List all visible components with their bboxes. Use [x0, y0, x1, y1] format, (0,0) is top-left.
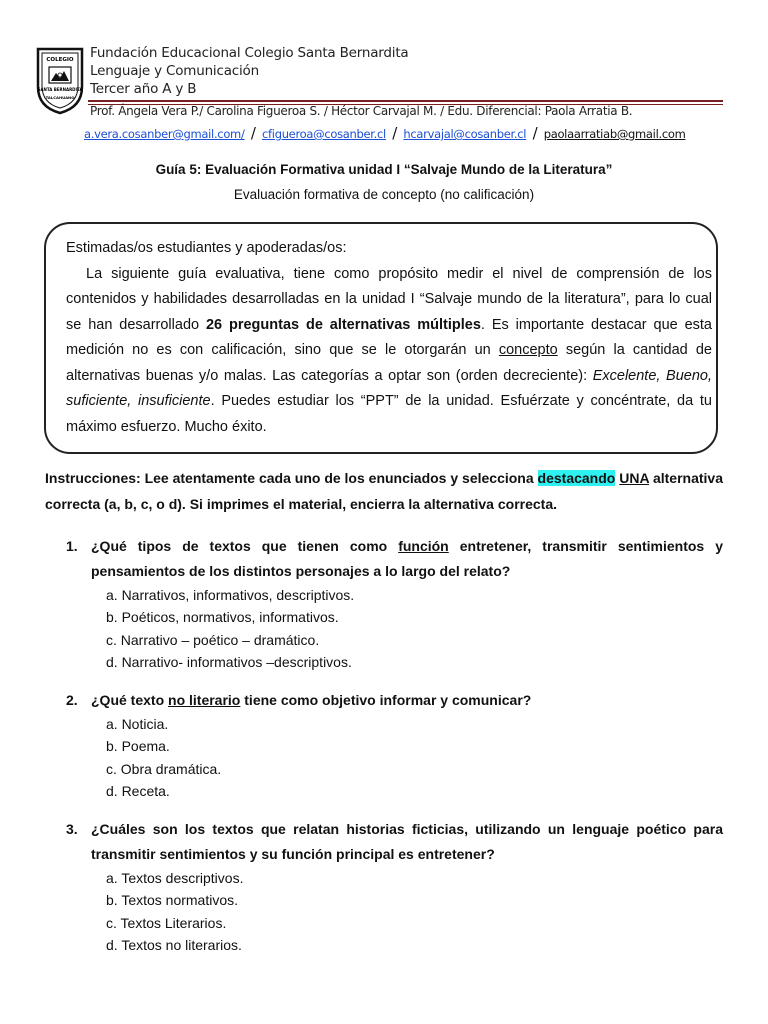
question-number: 3.: [66, 821, 78, 837]
question-3: [67, 817, 723, 867]
option-b[interactable]: b. Poema.: [106, 738, 170, 755]
question-text-post: tiene como objetivo informar y comunicar?: [240, 692, 532, 708]
question-text-underline: función: [398, 538, 449, 554]
instructions-text-c: alternativa correcta (a, b, c, o d). Si imprimes el material, encierra la alternativa correcta.: [45, 470, 723, 512]
instructions-text-a: Instrucciones: Lee atentamente cada uno de los enunciados y selecciona: [45, 470, 538, 486]
header-divider: [88, 100, 723, 102]
email-link-carvajal[interactable]: hcarvajal@cosanber.cl: [403, 127, 527, 141]
logo-text-bottom: TALCAHUANO: [45, 95, 75, 100]
intro-text-3: según la cantidad de alternativas buenas y/o malas. Las categorías a optar son (orden decreciente):: [66, 342, 712, 384]
option-c[interactable]: c. Textos Literarios.: [106, 914, 227, 931]
intro-italic-categories: Excelente, Bueno, suficiente, insuficiente: [66, 367, 712, 409]
question-number: 1.: [66, 538, 78, 554]
option-c[interactable]: c. Narrativo – poético – dramático.: [106, 631, 320, 648]
subject-name: Lenguaje y Comunicación: [90, 63, 259, 79]
intro-underline-concepto: concepto: [498, 342, 558, 358]
school-name: Fundación Educacional Colegio Santa Bernardita: [90, 45, 409, 61]
option-b[interactable]: b. Textos normativos.: [106, 892, 239, 909]
email-link-vera[interactable]: a.vera.cosanber@gmail.com/: [84, 127, 245, 141]
question-number: 2.: [66, 692, 78, 708]
email-separator: /: [250, 124, 256, 142]
option-b[interactable]: b. Poéticos, normativos, informativos.: [106, 609, 339, 626]
school-crest-logo: [35, 45, 85, 115]
question-2-options: [106, 713, 221, 802]
question-text: [91, 534, 723, 584]
question-text-pre: ¿Qué texto: [91, 692, 169, 708]
option-a[interactable]: a. Noticia.: [106, 716, 169, 732]
instructions: [45, 465, 723, 517]
question-text-underline: no literario: [168, 692, 241, 708]
intro-text-1: La siguiente guía evaluativa, tiene como propósito medir el nivel de comprensión de los contenidos y habilidades desarrolladas en la unidad I “Salvaje mundo de la literatura”, para lo cual se han desarrollado: [66, 265, 712, 333]
option-d[interactable]: d. Narrativo- informativos –descriptivos.: [106, 653, 352, 670]
question-text: [91, 817, 723, 867]
intro-text-2: . Es importante destacar que esta medición no es con calificación, sino que se le otorgarán un: [66, 316, 712, 358]
question-text-pre: ¿Cuáles son los textos que relatan historias ficticias, utilizando un lenguaje poético para transmitir sentimientos y su función principal es entretener?: [91, 821, 723, 862]
logo-text-top: COLEGIO: [46, 57, 74, 63]
option-d[interactable]: d. Receta.: [106, 782, 170, 799]
intro-greeting: Estimadas/os estudiantes y apoderadas/os:: [66, 240, 347, 256]
guide-subtitle: Evaluación formativa de concepto (no calificación): [233, 187, 535, 202]
option-a[interactable]: a. Narrativos, informativos, descriptivos.: [106, 587, 355, 603]
email-separator: /: [532, 124, 538, 142]
course-name: Tercer año A y B: [90, 81, 197, 97]
question-text: [91, 688, 723, 713]
question-1: [67, 534, 723, 584]
email-separator: /: [392, 124, 398, 142]
question-text-post: entretener, transmitir sentimientos y pensamientos de los distintos personajes a lo largo del relato?: [91, 538, 723, 579]
emails-line: [84, 124, 685, 142]
question-2: [67, 688, 723, 713]
question-3-options: [106, 867, 243, 956]
question-text-pre: ¿Qué tipos de textos que tienen como: [91, 538, 399, 554]
option-c[interactable]: c. Obra dramática.: [106, 760, 222, 777]
teachers-line: Prof. Ángela Vera P./ Carolina Figueroa S. / Héctor Carvajal M. / Edu. Diferencial: Paola Arratia B.: [90, 104, 633, 118]
email-text-arratia: paolaarratiab@gmail.com: [543, 127, 686, 141]
guide-title: Guía 5: Evaluación Formativa unidad I “Salvaje Mundo de la Literatura”: [155, 162, 613, 177]
instructions-highlight: destacando: [537, 470, 616, 486]
intro-paragraph: [66, 262, 712, 441]
email-link-figueroa[interactable]: cfigueroa@cosanber.cl: [262, 127, 386, 141]
question-1-options: [106, 584, 354, 673]
option-d[interactable]: d. Textos no literarios.: [106, 936, 242, 953]
logo-text-mid: SANTA BERNARDITA: [37, 87, 83, 92]
instructions-underline-una: UNA: [619, 470, 650, 486]
option-a[interactable]: a. Textos descriptivos.: [106, 870, 244, 886]
intro-text-4: . Puedes estudiar los “PPT” de la unidad. Esfuérzate y concéntrate, da tu máximo esfuerzo. Mucho éxito.: [66, 393, 712, 435]
intro-bold-questions: 26 preguntas de alternativas múltiples: [205, 316, 481, 333]
intro-text: [66, 236, 712, 440]
